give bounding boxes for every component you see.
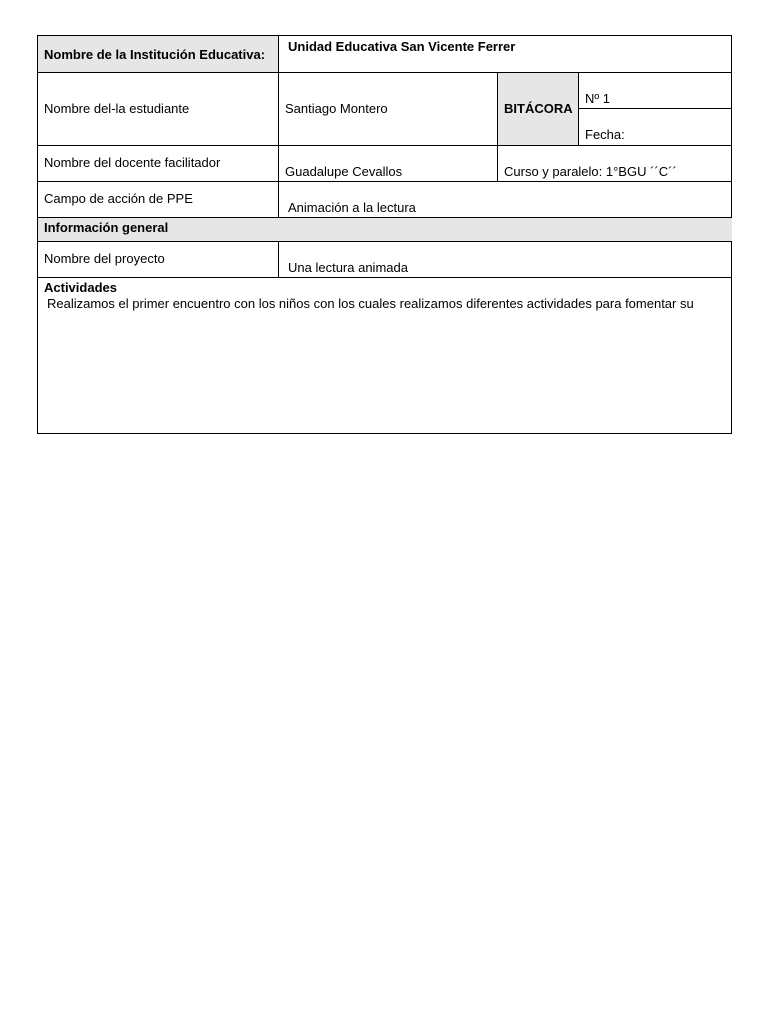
field-value: Animación a la lectura: [288, 200, 416, 215]
student-label-cell: [38, 73, 278, 145]
row-divider: [38, 145, 732, 146]
row-divider: [38, 241, 732, 242]
institution-value-cell: [279, 36, 732, 72]
row-divider: [38, 72, 732, 73]
student-value: Santiago Montero: [285, 101, 388, 116]
activities-text: Realizamos el primer encuentro con los niños con los cuales realizamos diferentes actividades para fomentar su: [47, 296, 694, 311]
row-divider: [38, 277, 732, 278]
student-label: Nombre del-la estudiante: [44, 101, 190, 116]
course-label: Curso y paralelo: 1°BGU ´´C´´: [504, 164, 677, 179]
column-divider: [278, 73, 279, 217]
institution-label-cell: [38, 36, 278, 72]
bitacora-label-cell: [498, 73, 578, 145]
project-label: Nombre del proyecto: [44, 251, 165, 266]
number-label: Nº 1: [585, 91, 610, 106]
column-divider: [497, 73, 498, 181]
project-value: Una lectura animada: [288, 260, 408, 275]
bitacora-label: BITÁCORA: [504, 101, 573, 116]
column-divider: [278, 242, 279, 277]
project-label-cell: [38, 242, 278, 277]
number-cell: [579, 73, 732, 108]
row-divider: [579, 108, 732, 109]
activities-label: Actividades: [44, 280, 117, 295]
row-divider: [38, 217, 732, 218]
field-label: Campo de acción de PPE: [44, 191, 193, 206]
date-label: Fecha:: [585, 127, 625, 142]
general-info-cell: [38, 218, 732, 241]
field-value-cell: [279, 182, 732, 217]
course-cell: [498, 146, 732, 181]
teacher-label: Nombre del docente facilitador: [44, 155, 221, 170]
column-divider: [578, 73, 579, 145]
activities-cell: [38, 278, 732, 434]
institution-value: Unidad Educativa San Vicente Ferrer: [288, 39, 516, 54]
row-divider: [38, 181, 732, 182]
institution-label: Nombre de la Institución Educativa:: [44, 47, 266, 62]
teacher-value-cell: [279, 146, 497, 181]
student-value-cell: [279, 73, 497, 145]
general-info-label: Información general: [44, 220, 169, 235]
field-label-cell: [38, 182, 278, 217]
bitacora-form-table: [37, 35, 732, 434]
date-cell: [579, 109, 732, 145]
project-value-cell: [279, 242, 732, 277]
teacher-label-cell: [38, 146, 278, 181]
column-divider: [278, 36, 279, 72]
teacher-value: Guadalupe Cevallos: [285, 164, 403, 179]
